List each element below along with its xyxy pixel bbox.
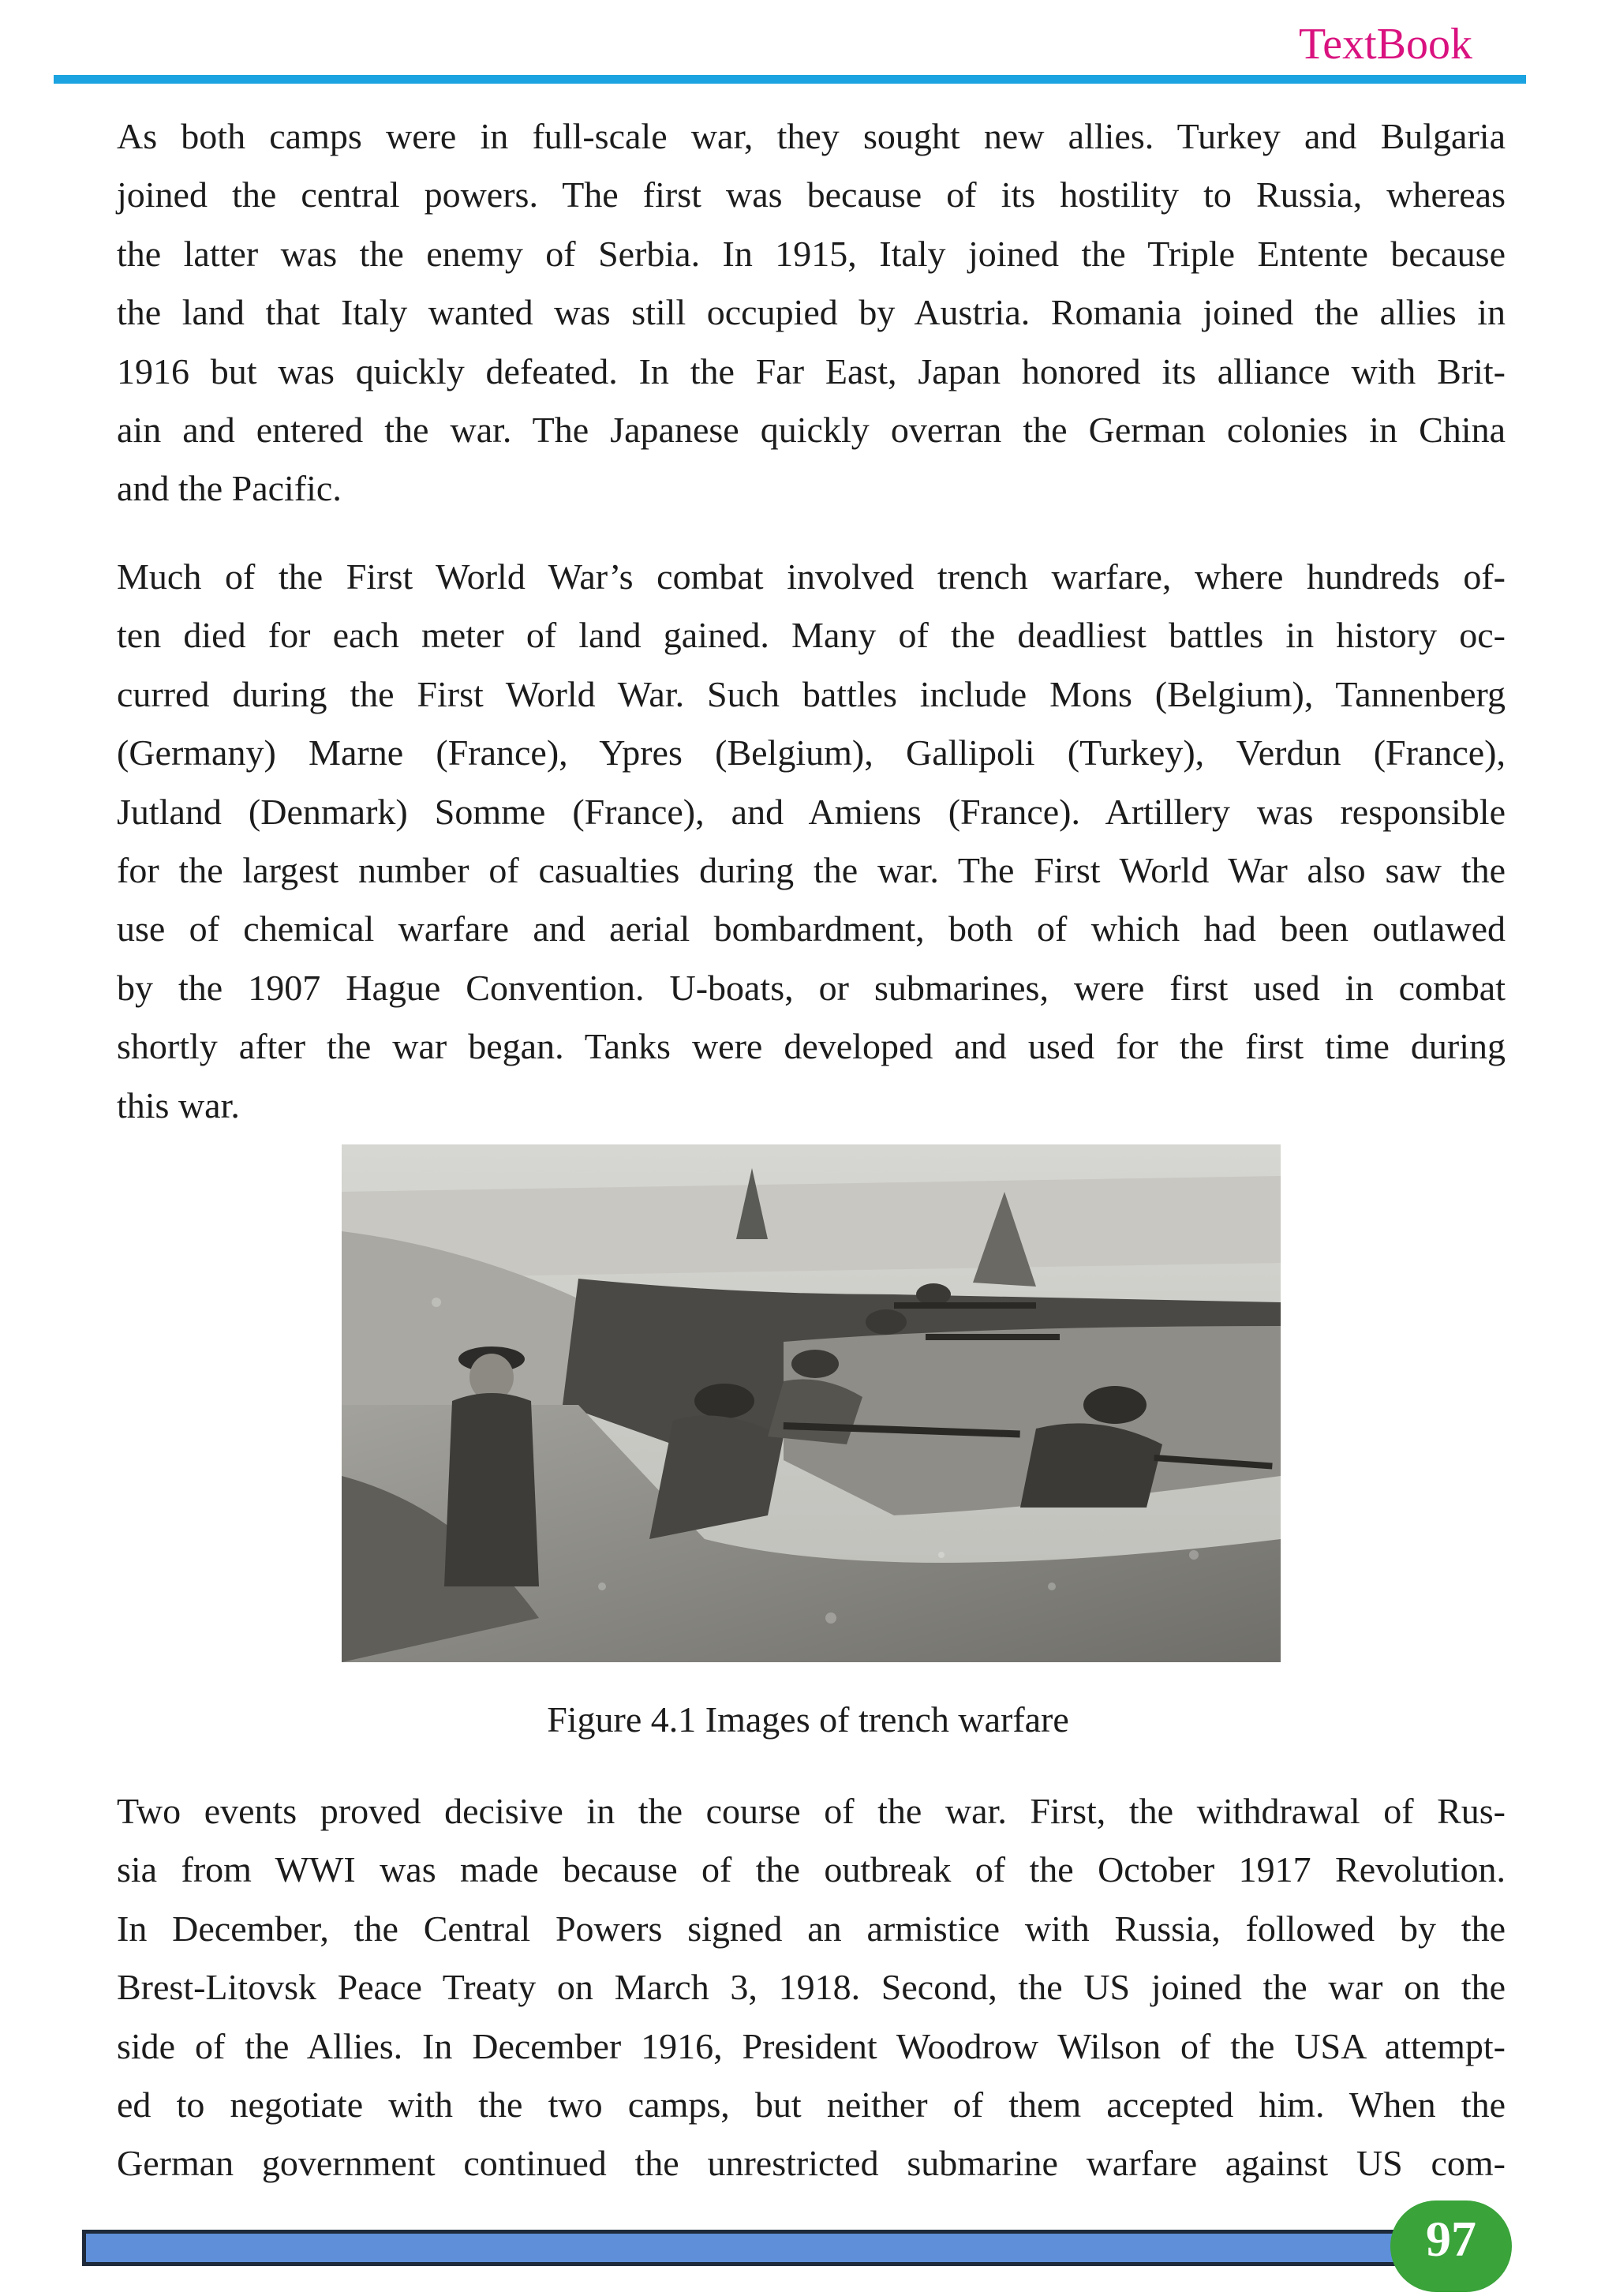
- paragraph-allies: [117, 107, 1506, 519]
- paragraph-decisive-events: [117, 1782, 1506, 2193]
- text-line: In December, the Central Powers signed an armistice with Russia, followed by the: [117, 1908, 1506, 1949]
- text-line: side of the Allies. In December 1916, President Woodrow Wilson of the USA attempt-: [117, 2025, 1506, 2066]
- trench-warfare-photo: [342, 1144, 1281, 1662]
- footer-bar: [82, 2230, 1439, 2266]
- figure-caption: Figure 4.1 Images of trench warfare: [547, 1699, 1069, 1740]
- text-line: ain and entered the war. The Japanese quickly overran the German colonies in China: [117, 410, 1506, 451]
- text-line: Two events proved decisive in the course of the war. First, the withdrawal of Rus-: [117, 1791, 1506, 1831]
- text-line: shortly after the war began. Tanks were developed and used for the first time during: [117, 1026, 1506, 1067]
- text-line: use of chemical warfare and aerial bombardment, both of which had been outlawed: [117, 908, 1506, 949]
- text-line: ten died for each meter of land gained. Many of the deadliest battles in history oc-: [117, 615, 1506, 656]
- paragraph-trench-warfare: [117, 548, 1506, 1135]
- text-line: for the largest number of casualties during the war. The First World War also saw the: [117, 850, 1506, 891]
- text-line: Jutland (Denmark) Somme (France), and Amiens (France). Artillery was responsible: [117, 791, 1506, 832]
- text-line: joined the central powers. The first was because of its hostility to Russia, whereas: [117, 174, 1506, 215]
- text-line: (Germany) Marne (France), Ypres (Belgium), Gallipoli (Turkey), Verdun (France),: [117, 732, 1506, 773]
- page-number: 97: [1426, 2211, 1476, 2267]
- text-line: Much of the First World War’s combat involved trench warfare, where hundreds of-: [117, 556, 1506, 597]
- text-line: the latter was the enemy of Serbia. In 1915, Italy joined the Triple Entente because: [117, 233, 1506, 274]
- text-line: and the Pacific.: [117, 468, 342, 509]
- text-line: the land that Italy wanted was still occupied by Austria. Romania joined the allies in: [117, 292, 1506, 333]
- text-line: curred during the First World War. Such battles include Mons (Belgium), Tannenberg: [117, 673, 1506, 714]
- text-line: ed to negotiate with the two camps, but neither of them accepted him. When the: [117, 2084, 1506, 2126]
- text-line: this war.: [117, 1084, 240, 1126]
- header-textbook-label: TextBook: [1298, 20, 1472, 69]
- text-line: sia from WWI was made because of the outbreak of the October 1917 Revolution.: [117, 1849, 1506, 1890]
- text-line: by the 1907 Hague Convention. U-boats, or submarines, were first used in combat: [117, 967, 1506, 1008]
- header-rule: [54, 75, 1526, 84]
- text-line: German government continued the unrestricted submarine warfare against US com-: [117, 2143, 1506, 2184]
- text-line: 1916 but was quickly defeated. In the Far East, Japan honored its alliance with Brit-: [117, 350, 1506, 391]
- text-line: Brest-Litovsk Peace Treaty on March 3, 1918. Second, the US joined the war on the: [117, 1967, 1506, 2008]
- text-line: As both camps were in full-scale war, they sought new allies. Turkey and Bulgaria: [117, 116, 1506, 156]
